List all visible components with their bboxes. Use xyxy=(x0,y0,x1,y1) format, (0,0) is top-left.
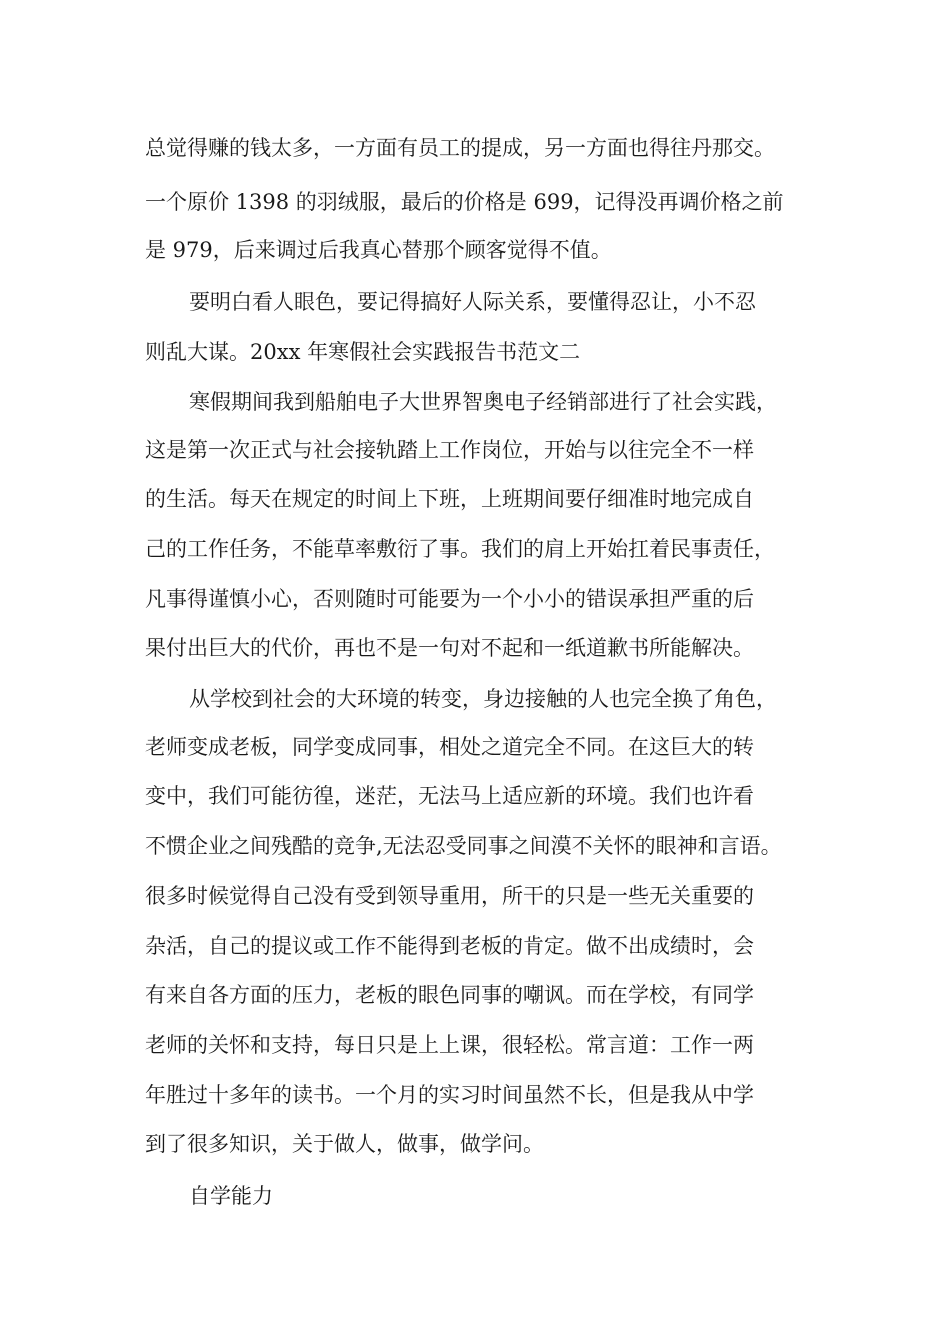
text-line: 很多时候觉得自己没有受到领导重用，所干的只是一些无关重要的 xyxy=(145,884,754,908)
text-line: 变中，我们可能彷徨，迷茫，无法马上适应新的环境。我们也许看 xyxy=(145,784,754,808)
text-line: 总觉得赚的钱太多，一方面有员工的提成，另一方面也得往丹那交。 xyxy=(145,136,775,160)
paragraph-start-line: 要明白看人眼色，要记得搞好人际关系，要懂得忍让，小不忍 xyxy=(189,290,756,314)
text-line: 是 979，后来调过后我真心替那个顾客觉得不值。 xyxy=(145,238,612,262)
text-line: 的生活。每天在规定的时间上下班，上班期间要仔细准时地完成自 xyxy=(145,487,754,511)
paragraph-start-line: 寒假期间我到船舶电子大世界智奥电子经销部进行了社会实践， xyxy=(189,390,777,414)
text-line: 杂活，自己的提议或工作不能得到老板的肯定。做不出成绩时，会 xyxy=(145,934,754,958)
text-line: 则乱大谋。20xx 年寒假社会实践报告书范文二 xyxy=(145,340,581,364)
text-line: 有来自各方面的压力，老板的眼色同事的嘲讽。而在学校，有同学 xyxy=(145,983,754,1007)
text-line: 果付出巨大的代价，再也不是一句对不起和一纸道歉书所能解决。 xyxy=(145,636,754,660)
text-line: 己的工作任务，不能草率敷衍了事。我们的肩上开始扛着民事责任， xyxy=(145,537,775,561)
text-line: 老师变成老板，同学变成同事，相处之道完全不同。在这巨大的转 xyxy=(145,735,754,759)
text-line: 一个原价 1398 的羽绒服，最后的价格是 699，记得没再调价格之前 xyxy=(145,190,784,214)
text-line: 这是第一次正式与社会接轨踏上工作岗位，开始与以往完全不一样 xyxy=(145,438,754,462)
text-line: 不惯企业之间残酷的竞争,无法忍受同事之间漠不关怀的眼神和言语。 xyxy=(145,834,782,858)
text-line: 老师的关怀和支持，每日只是上上课，很轻松。常言道：工作一两 xyxy=(145,1033,754,1057)
text-line: 年胜过十多年的读书。一个月的实习时间虽然不长，但是我从中学 xyxy=(145,1083,754,1107)
text-line: 凡事得谨慎小心，否则随时可能要为一个小小的错误承担严重的后 xyxy=(145,587,754,611)
section-heading: 自学能力 xyxy=(189,1184,273,1208)
text-line: 到了很多知识，关于做人，做事，做学问。 xyxy=(145,1132,544,1156)
paragraph-start-line: 从学校到社会的大环境的转变，身边接触的人也完全换了角色， xyxy=(189,687,777,711)
